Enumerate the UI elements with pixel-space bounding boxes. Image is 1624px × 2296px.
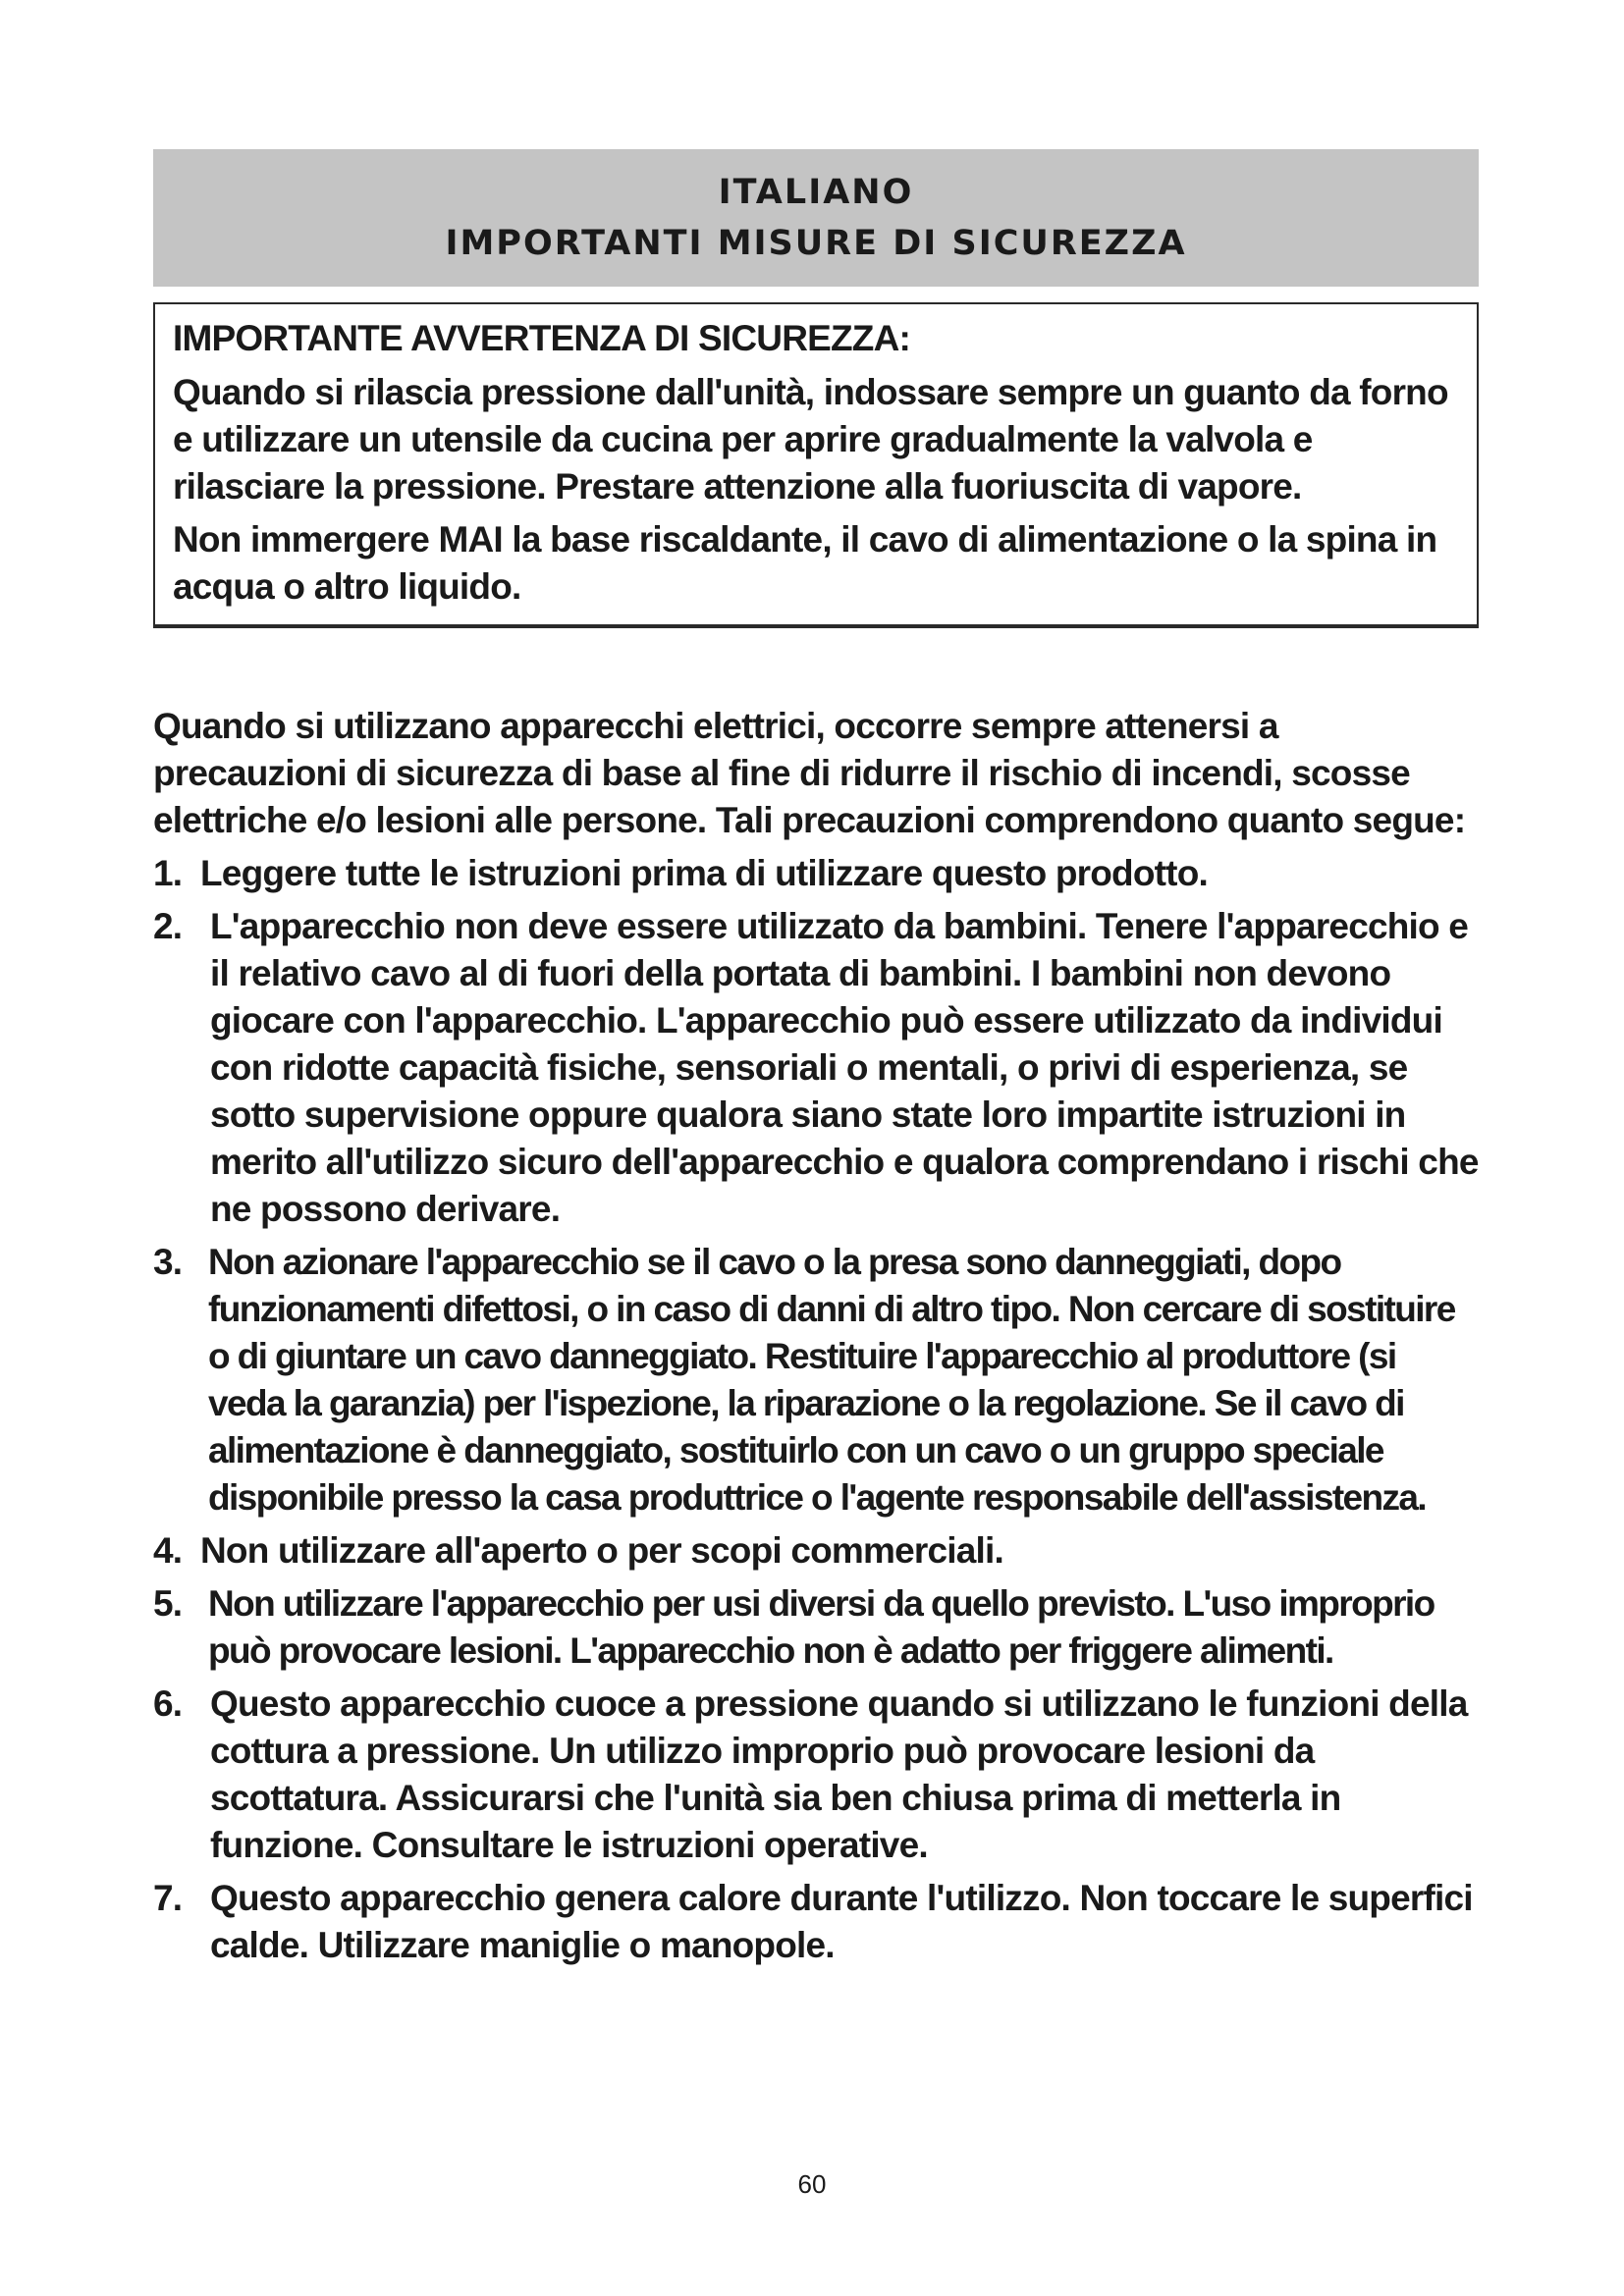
list-item xyxy=(153,1875,1479,1969)
item-number: 5. xyxy=(153,1583,183,1624)
item-text: Questo apparecchio genera calore durante l'utilizzo. Non toccare le superfici calde. Utilizzare maniglie o manopole. xyxy=(210,1878,1473,1965)
list-item xyxy=(153,1527,1479,1575)
item-text: Non azionare l'apparecchio se il cavo o la presa sono danneggiati, dopo funzionamenti difettosi, o in caso di danni di altro tipo. Non cercare di sostituire o di giuntare un cavo danneggiato. Restituire l'apparecchio al produttore (si veda la garanzia) per l'ispezione, la riparazione o la regolazione. Se il cavo di alimentazione è danneggiato, sostituirlo con un cavo o un gruppo speciale disponibile presso la casa produttrice o l'agente responsabile dell'assistenza. xyxy=(208,1242,1455,1518)
language-heading: ITALIANO xyxy=(718,173,914,212)
safety-list xyxy=(153,850,1479,1969)
item-number: 4. xyxy=(153,1530,183,1571)
list-item xyxy=(153,850,1479,897)
item-number: 1. xyxy=(153,853,183,893)
item-text: Non utilizzare l'apparecchio per usi diversi da quello previsto. L'uso improprio può provocare lesioni. L'apparecchio non è adatto per friggere alimenti. xyxy=(208,1583,1435,1671)
item-text: L'apparecchio non deve essere utilizzato da bambini. Tenere l'apparecchio e il relativo cavo al di fuori della portata di bambini. I bambini non devono giocare con l'apparecchio. L'apparecchio può essere utilizzato da individui con ridotte capacità fisiche, sensoriali o mentali, o privi di esperienza, se sotto supervisione oppure qualora siano state loro impartite istruzioni in merito all'utilizzo sicuro dell'apparecchio e qualora comprendano i rischi che ne possono derivare. xyxy=(210,906,1479,1229)
item-number: 6. xyxy=(153,1683,183,1724)
item-number: 7. xyxy=(153,1878,183,1918)
section-title: IMPORTANTI MISURE DI SICUREZZA xyxy=(445,224,1187,263)
list-item xyxy=(153,1239,1479,1522)
warning-paragraph: Quando si rilascia pressione dall'unità, indossare sempre un guanto da forno e utilizzare un utensile da cucina per aprire gradualmente la valvola e rilasciare la pressione. Prestare attenzione alla fuoriuscita di vapore. xyxy=(173,372,1448,507)
list-item xyxy=(153,1681,1479,1869)
item-text: Questo apparecchio cuoce a pressione quando si utilizzano le funzioni della cottura a pressione. Un utilizzo improprio può provocare lesioni da scottatura. Assicurarsi che l'unità sia ben chiusa prima di metterla in funzione. Consultare le istruzioni operative. xyxy=(210,1683,1468,1865)
item-number: 3. xyxy=(153,1242,183,1282)
list-item xyxy=(153,1580,1479,1675)
item-text: Leggere tutte le istruzioni prima di utilizzare questo prodotto. xyxy=(200,853,1208,893)
warning-paragraph: Non immergere MAI la base riscaldante, il cavo di alimentazione o la spina in acqua o altro liquido. xyxy=(173,519,1437,607)
item-text: Non utilizzare all'aperto o per scopi commerciali. xyxy=(200,1530,1003,1571)
list-item xyxy=(153,903,1479,1233)
section-header xyxy=(153,149,1479,287)
warning-heading: IMPORTANTE AVVERTENZA DI SICUREZZA: xyxy=(173,318,911,358)
intro-paragraph: Quando si utilizzano apparecchi elettrici, occorre sempre attenersi a precauzioni di sicurezza di base al fine di ridurre il rischio di incendi, scosse elettriche e/o lesioni alle persone. Tali precauzioni comprendono quanto segue: xyxy=(153,706,1466,840)
item-number: 2. xyxy=(153,906,183,946)
safety-warning-box xyxy=(153,302,1479,628)
manual-page xyxy=(153,149,1479,1975)
page-number: 60 xyxy=(797,2169,827,2199)
